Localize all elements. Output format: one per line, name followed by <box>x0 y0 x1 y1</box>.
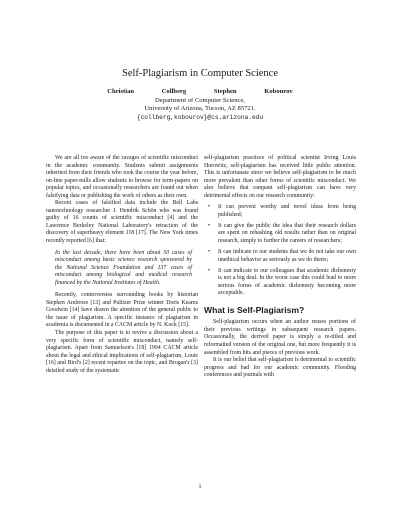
department: Department of Computer Science, <box>154 97 246 104</box>
author-name: Stephen Kobourov <box>213 88 293 95</box>
block-quote: In the last decade, there have been about 50 cases of misconduct among basic science research sponsored by the National Science Foundation and 137 cases of misconduct among biological and medical research financed by the National Institutes of Health. <box>55 249 192 286</box>
body-paragraph: The purpose of this paper is to revive a discussion about a very specific form of scientific misconduct, namely self-plagiarism. Apart from Samuelson's [18] 1994 CACM article about the legal and ethical implications of self-plagiarism, Louie [16] and Bird's [2] recent repartee on the topic, and Brogan's [3] detailed study of the systematic <box>46 330 198 374</box>
university: University of Arizona, Tucson, AZ 85721. <box>144 105 256 113</box>
affiliation-block <box>0 97 400 122</box>
list-item: • It can give the public the idea that their research dollars are spent on rehashing old results rather than on original research, simply to further the careers of researchers; <box>204 223 356 246</box>
bullet-list <box>204 204 356 298</box>
author-name: Christian Collberg <box>107 88 187 95</box>
list-item: • It can indicate to our students that we do not take our own unethical behavior as seriously as we do theirs; <box>204 249 356 264</box>
body-paragraph: We are all too aware of the ravages of scientific misconduct in the academic community. Students submit assignments inherited from their friends who took the course the year before, on-line paper-mills allow students to browse for term-papers on popular topics, and occasionally researchers are found out when falsifying data or publishing the work of others as their own. <box>46 155 198 199</box>
body-paragraph: self-plagiarism practices of political scientist Irving Louis Horowitz, self-plagiarism has received little public attention. This is unfortunate since we believe self-plagiarism to be much more prevalent than other forms of scientific misconduct. We also believe that rampant self-plagiarism can have very detrimental effects on our research community: <box>204 155 356 199</box>
paper-title: Self-Plagiarism in Computer Science <box>121 68 278 79</box>
section-heading: What is Self-Plagiarism? <box>204 304 305 315</box>
page-number: 1 <box>198 484 202 490</box>
left-column <box>46 155 198 375</box>
list-item: • It can prevent worthy and novel ideas from being published; <box>204 204 356 219</box>
right-column <box>204 155 356 380</box>
body-paragraph: Self-plagiarism occurs when an author reuses portions of their previous writings in subsequent research papers. Occasionally, the derived paper is simply a re-titled and reformatted version of the original one, but more frequently it is assembled from bits and pieces of previous work. <box>204 319 356 356</box>
list-item: • It can indicate to our colleagues that academic dishonesty is not a big deal. In the worst case this could lead to more serious forms of academic dishonesty becoming more acceptable. <box>204 268 356 298</box>
body-paragraph: Recently, controversies surrounding books by historian Stephen Ambrose [13] and Pulitzer Prize winner Doris Kearns Goodwin [14] have drawn the attention of the general public to the issue of plagiarism. A specific instance of plagiarism in academia is documented in a CACM article by N. Kock [15]. <box>46 292 198 329</box>
body-paragraph: It is our belief that self-plagiarism is detrimental to scientific progress and bad for our academic community. Flooding conferences and journals with <box>204 357 356 379</box>
author-names <box>0 88 400 95</box>
body-paragraph: Recent cases of falsified data include the Bell Labs nanotechnology researcher J. Hendrik Schön who was found guilty of 16 counts of scientific misconduct [4] and the Lawrence Berkeley National Laboratory's retraction of the discovery of superheavy element 118 [17]. The New York times recently reported [6] that: <box>46 200 198 245</box>
author-email: {collberg,kobourov}@cs.arizona.edu <box>136 113 264 121</box>
